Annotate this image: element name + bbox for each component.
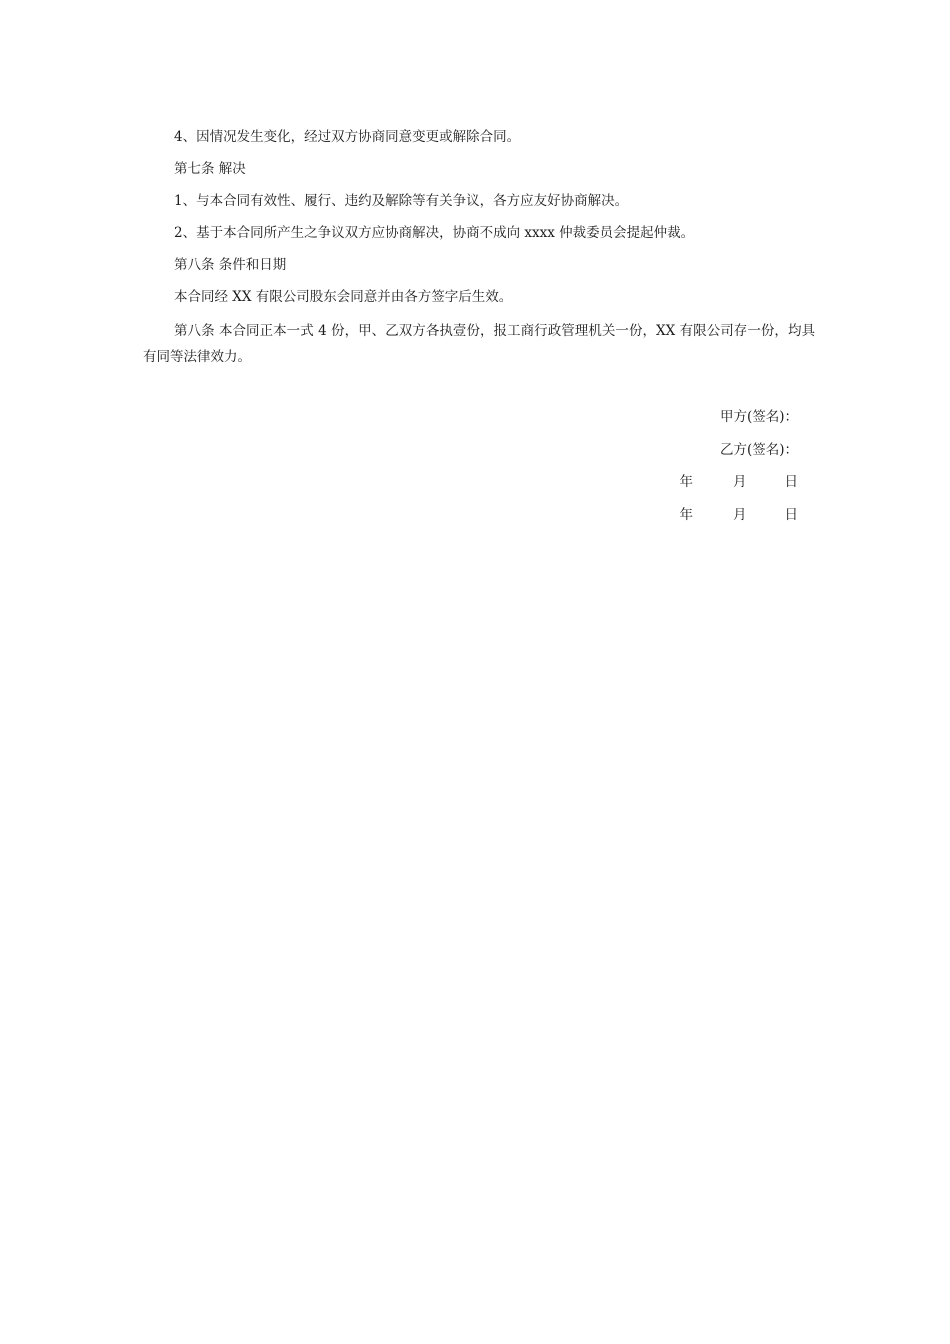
date-day-label: 日 [784, 474, 798, 490]
date-year-label: 年 [679, 506, 693, 523]
date-line-party-a [607, 471, 807, 493]
date-day-label: 日 [784, 506, 798, 523]
clause-4-paragraph: 4、因情况发生变化，经过双方协商同意变更或解除合同。 [174, 129, 521, 145]
article-8-heading: 第八条 条件和日期 [174, 257, 287, 273]
party-b-signature-label: 乙方(签名)： [719, 441, 798, 458]
article-7-item-2: 2、基于本合同所产生之争议双方应协商解决，协商不成向 xxxx 仲裁委员会提起仲裁。 [174, 225, 695, 241]
party-a-signature-label: 甲方(签名)： [719, 409, 798, 425]
contract-body [143, 126, 815, 370]
effectiveness-paragraph: 本合同经 XX 有限公司股东会同意并由各方签字后生效。 [174, 289, 513, 305]
date-month-label: 月 [733, 474, 747, 490]
date-month-label: 月 [733, 506, 747, 523]
date-line-party-b [607, 504, 807, 526]
article-7-item-1: 1、与本合同有效性、履行、违约及解除等有关争议，各方应友好协商解决。 [174, 193, 629, 209]
signature-block [607, 406, 807, 536]
date-year-label: 年 [679, 474, 693, 490]
article-7-heading: 第七条 解决 [174, 161, 246, 177]
copies-paragraph: 第八条 本合同正本一式 4 份，甲、乙双方各执壹份，报工商行政管理机关一份，XX 有限公司存一份，均具有同等法律效力。 [143, 323, 815, 365]
